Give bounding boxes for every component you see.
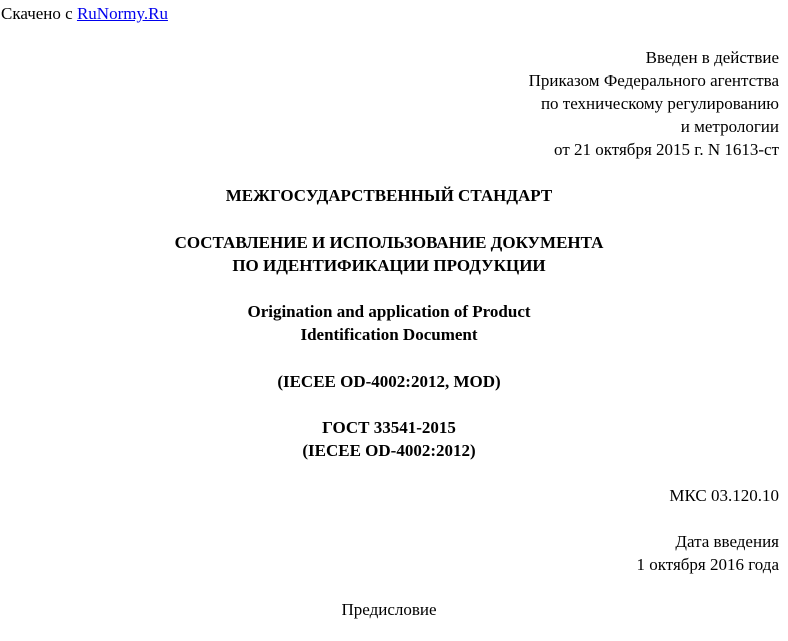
standard-type-heading: МЕЖГОСУДАРСТВЕННЫЙ СТАНДАРТ	[225, 186, 553, 205]
gost-designation-line: (IECEE OD-4002:2012)	[302, 441, 476, 460]
reference-standard: (IECEE OD-4002:2012, MOD)	[277, 372, 501, 391]
introduction-line: Введен в действие	[645, 48, 779, 67]
effective-date-value: 1 октября 2016 года	[636, 555, 779, 574]
introduction-line: от 21 октября 2015 г. N 1613-ст	[554, 140, 779, 159]
russian-title-line: ПО ИДЕНТИФИКАЦИИ ПРОДУКЦИИ	[232, 256, 546, 275]
source-line	[1, 2, 168, 25]
runormy-link[interactable]: RuNormy.Ru	[76, 4, 168, 23]
effective-date-label: Дата введения	[675, 532, 779, 551]
gost-designation	[0, 416, 778, 462]
source-prefix: Скачено с	[1, 4, 77, 23]
introduction-line: и метрологии	[680, 117, 779, 136]
russian-title	[0, 231, 778, 277]
introduction-line: Приказом Федерального агентства	[528, 71, 779, 90]
preface-heading: Предисловие	[341, 600, 437, 619]
english-title-line: Identification Document	[300, 325, 478, 344]
effective-date-block	[636, 530, 779, 576]
mks-code: МКС 03.120.10	[669, 486, 779, 505]
english-title	[0, 300, 778, 346]
introduction-line: по техническому регулированию	[540, 94, 779, 113]
russian-title-line: СОСТАВЛЕНИЕ И ИСПОЛЬЗОВАНИЕ ДОКУМЕНТА	[174, 233, 604, 252]
gost-designation-line: ГОСТ 33541-2015	[322, 418, 456, 437]
introduction-block	[529, 46, 779, 161]
english-title-line: Origination and application of Product	[247, 302, 531, 321]
